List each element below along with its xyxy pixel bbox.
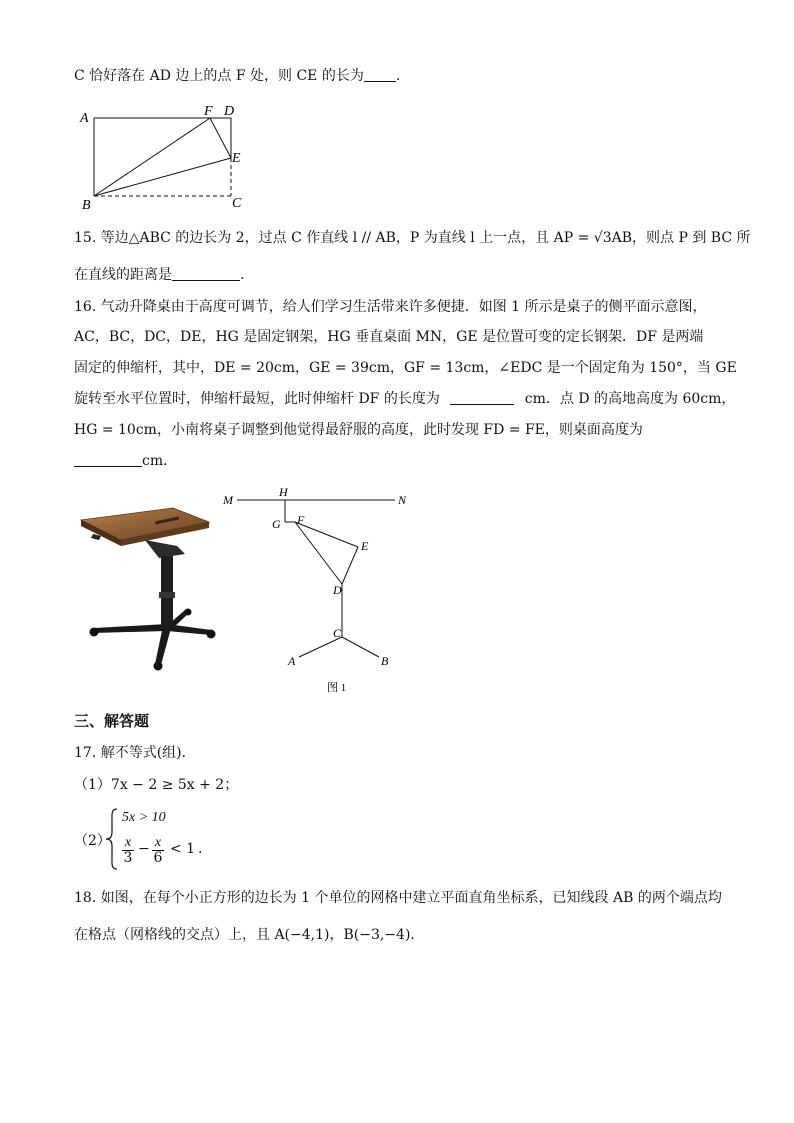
desk-leg-left — [93, 624, 167, 633]
system-brace — [105, 808, 119, 870]
q18-line2: 在格点（网格线的交点）上，且 A(−4,1)，B(−3,−4)． — [74, 927, 425, 943]
den-3: 3 — [123, 850, 133, 866]
q16-line1: 16. 气动升降桌由于高度可调节，给人们学习生活带来许多便捷．如图 1 所示是桌子的侧平面示意图， — [74, 299, 707, 315]
q14-answer-blank[interactable] — [364, 67, 396, 82]
q16-answer-blank-1[interactable] — [450, 390, 514, 405]
label-a: A — [288, 654, 296, 668]
num-x-1: x — [122, 836, 134, 851]
label-a: A — [80, 111, 89, 126]
label-f: F — [297, 513, 305, 527]
desk-column — [161, 556, 173, 626]
q17-ineq1: 5x > 10 — [122, 810, 166, 825]
q16-line2: AC，BC，DC，DE，HG 是固定钢架，HG 垂直桌面 MN，GE 是位置可变的定长钢架．DF 是两端 — [74, 329, 704, 345]
fraction-x-over-6 — [152, 836, 164, 865]
q18-line1: 18. 如图，在每个小正方形的边长为 1 个单位的网格中建立平面直角坐标系，已知线段 AB 的两个端点均 — [74, 890, 722, 906]
q17-part2 — [74, 806, 294, 872]
desk-column-joint — [159, 592, 175, 598]
q16-desk-diagram — [215, 483, 415, 693]
q15-answer-blank[interactable] — [172, 266, 240, 281]
q17-part2-label: （2） — [74, 833, 111, 849]
label-b: B — [82, 198, 91, 210]
section-title: 三、解答题 — [74, 712, 150, 730]
label-d: D — [224, 104, 235, 119]
q16-line4-rest: cm．点 D 的高地高度为 60cm， — [524, 391, 736, 407]
q15-line1: 15. 等边△ABC 的边长为 2，过点 C 作直线 l // AB，P 为直线 l 上一点，且 AP = √3AB，则点 P 到 BC 所 — [74, 230, 751, 246]
label-c: C — [333, 626, 342, 640]
desk-wheel-left — [90, 628, 99, 637]
q17-part1: （1）7x − 2 ≥ 5x + 2； — [74, 777, 239, 793]
q16-answer-blank-2[interactable] — [74, 452, 142, 467]
q16-line6-unit: cm． — [142, 453, 178, 469]
label-m: M — [223, 493, 233, 507]
q14-segment-be — [94, 158, 231, 196]
segment-ca — [299, 637, 342, 657]
desk-wheel-front — [154, 662, 163, 671]
q14-segment-fe — [210, 118, 231, 158]
q17-part2-end: . — [198, 841, 203, 857]
desk-mechanism — [145, 540, 185, 558]
q16-line4 — [74, 389, 735, 409]
num-x-2: x — [152, 836, 164, 851]
desk-wheel-back — [185, 609, 192, 616]
desk-leg-front — [155, 626, 171, 665]
label-e: E — [232, 151, 241, 166]
q16-line3: 固定的伸缩杆，其中，DE = 20cm，GE = 39cm，GF = 13cm，∠EDC 是一个固定角为 150°，当 GE — [74, 360, 737, 376]
label-e: E — [361, 539, 369, 553]
label-d: D — [333, 583, 342, 597]
label-c: C — [232, 196, 242, 210]
den-6: 6 — [153, 850, 163, 866]
fraction-x-over-3 — [122, 836, 134, 865]
q14-text — [74, 66, 400, 86]
label-n: N — [398, 493, 407, 507]
desk-photo — [75, 500, 225, 675]
q16-line5: HG = 10cm，小南将桌子调整到他觉得最舒服的高度，此时发现 FD = FE，则桌面高度为 — [74, 422, 643, 438]
figure-caption: 图 1 — [327, 682, 347, 693]
q17-title: 17. 解不等式(组)． — [74, 745, 196, 761]
less-than-one: < 1 — [170, 841, 196, 857]
q14-line1: C 恰好落在 AD 边上的点 F 处，则 CE 的长为 — [74, 68, 364, 84]
minus-sign: − — [138, 841, 150, 857]
q14-end: . — [395, 68, 401, 84]
q16-line6 — [74, 451, 177, 471]
label-b: B — [381, 654, 389, 668]
q15-end: . — [240, 267, 245, 283]
q16-line4-text: 旋转至水平位置时，伸缩杆最短，此时伸缩杆 DF 的长度为 — [74, 391, 440, 407]
label-g: G — [272, 517, 281, 531]
label-f: F — [204, 104, 213, 119]
q14-segment-bf — [94, 118, 210, 196]
q15-line2 — [74, 265, 244, 285]
q14-rect-top-right — [94, 118, 231, 158]
q14-rectangle-figure — [70, 98, 260, 210]
q15-line2-text: 在直线的距离是 — [74, 267, 172, 283]
label-h: H — [279, 485, 288, 499]
segment-cb — [342, 637, 379, 657]
segment-ed — [342, 547, 358, 584]
